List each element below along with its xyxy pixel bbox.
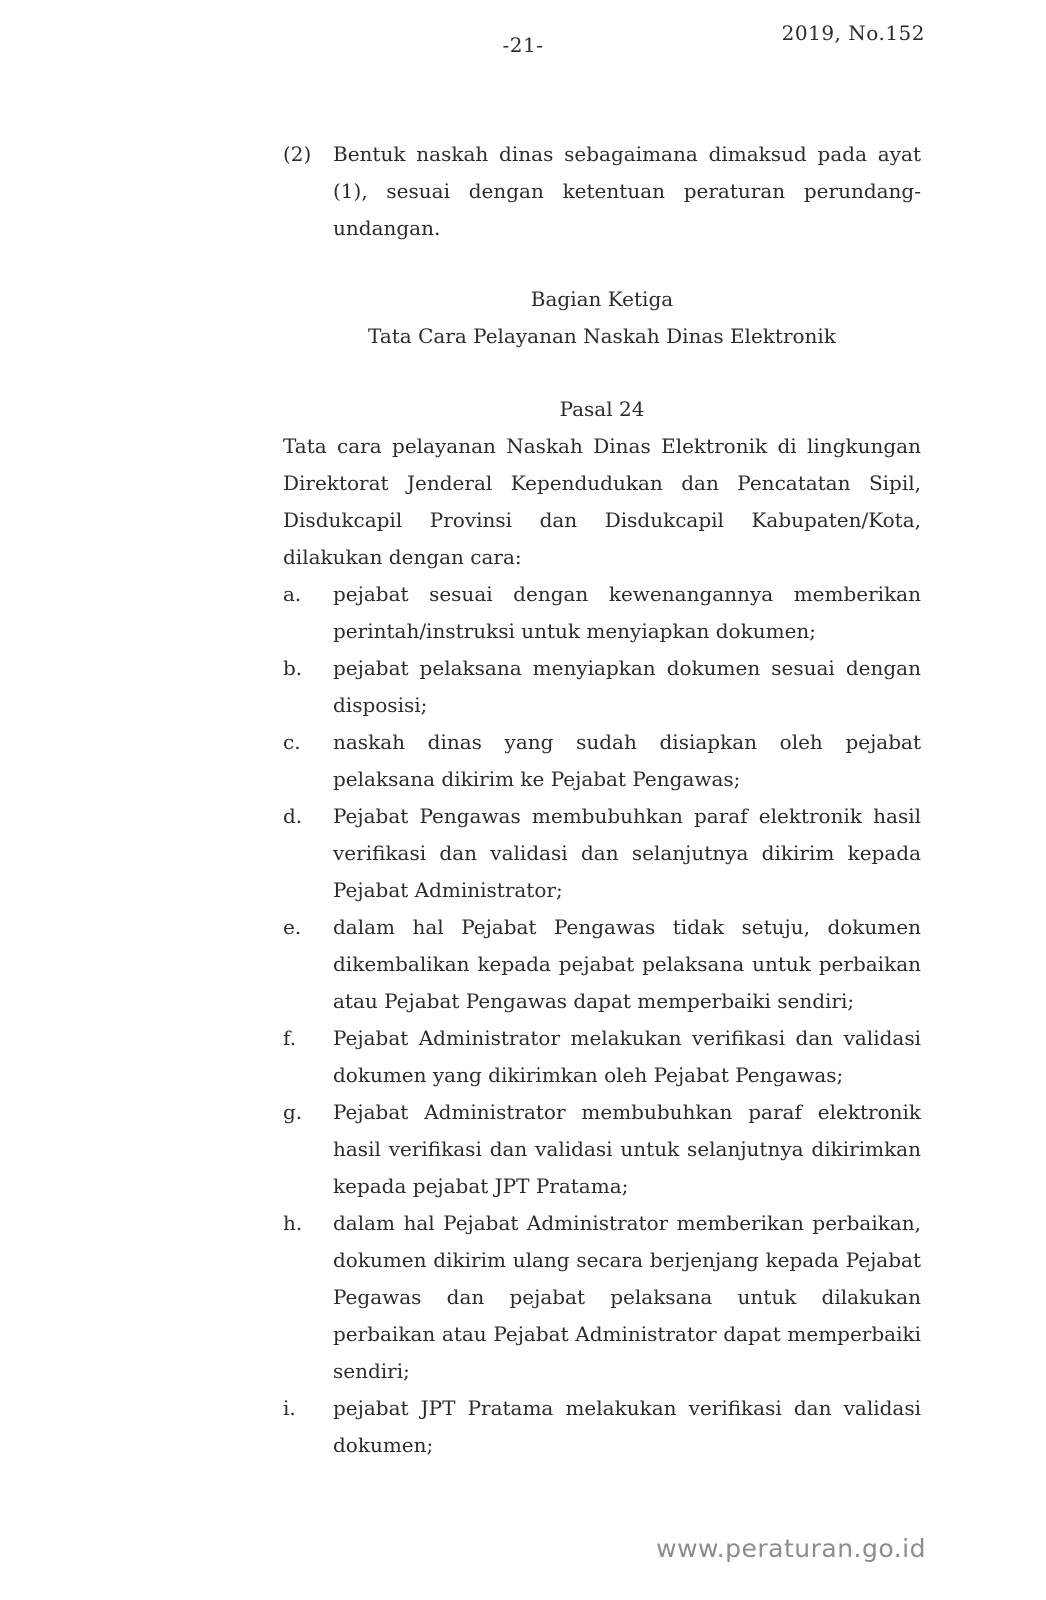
list-item	[283, 798, 921, 909]
list-item-label: e.	[283, 915, 302, 939]
list-item-label: h.	[283, 1211, 303, 1235]
list-item-text: Pejabat Administrator melakukan verifikasi dan validasi dokumen yang dikirimkan oleh Pejabat Pengawas;	[333, 1026, 921, 1087]
list-item-label: d.	[283, 804, 303, 828]
clause-number: (2)	[283, 142, 312, 166]
list-item-label: c.	[283, 730, 301, 754]
list-item	[283, 1205, 921, 1390]
procedure-list	[283, 576, 921, 1464]
list-item-label: f.	[283, 1026, 297, 1050]
list-item	[283, 576, 921, 650]
list-item-text: Pejabat Pengawas membubuhkan paraf elektronik hasil verifikasi dan validasi dan selanjutnya dikirim kepada Pejabat Administrator;	[333, 804, 921, 902]
page-number: -21-	[502, 33, 544, 57]
list-item-text: naskah dinas yang sudah disiapkan oleh pejabat pelaksana dikirim ke Pejabat Pengawas;	[333, 730, 921, 791]
clause-2	[283, 136, 921, 247]
list-item-text: pejabat pelaksana menyiapkan dokumen sesuai dengan disposisi;	[333, 656, 921, 717]
list-item	[283, 650, 921, 724]
list-item	[283, 909, 921, 1020]
gazette-number: 2019, No.152	[781, 21, 925, 45]
list-item-label: g.	[283, 1100, 303, 1124]
section-heading: Bagian Ketiga	[530, 287, 674, 311]
list-item	[283, 1094, 921, 1205]
list-item	[283, 1020, 921, 1094]
list-item	[283, 1390, 921, 1464]
document-body	[283, 136, 921, 1464]
list-item-text: Pejabat Administrator membubuhkan paraf elektronik hasil verifikasi dan validasi untuk selanjutnya dikirimkan kepada pejabat JPT Pratama;	[333, 1100, 921, 1198]
list-item-text: dalam hal Pejabat Pengawas tidak setuju, dokumen dikembalikan kepada pejabat pelaksana untuk perbaikan atau Pejabat Pengawas dapat memperbaiki sendiri;	[333, 915, 921, 1013]
list-item-label: i.	[283, 1396, 296, 1420]
clause-text: Bentuk naskah dinas sebagaimana dimaksud pada ayat (1), sesuai dengan ketentuan peraturan perundang-undangan.	[333, 142, 921, 240]
list-item-text: pejabat JPT Pratama melakukan verifikasi dan validasi dokumen;	[333, 1396, 921, 1457]
website-watermark: www.peraturan.go.id	[656, 1534, 926, 1563]
list-item	[283, 724, 921, 798]
article-heading: Pasal 24	[559, 397, 645, 421]
section-subheading: Tata Cara Pelayanan Naskah Dinas Elektronik	[368, 324, 836, 348]
list-item-label: a.	[283, 582, 302, 606]
list-item-text: pejabat sesuai dengan kewenangannya memberikan perintah/instruksi untuk menyiapkan dokumen;	[333, 582, 921, 643]
list-item-label: b.	[283, 656, 303, 680]
article-intro: Tata cara pelayanan Naskah Dinas Elektronik di lingkungan Direktorat Jenderal Kependudukan dan Pencatatan Sipil, Disdukcapil Provinsi dan Disdukcapil Kabupaten/Kota, dilakukan dengan cara:	[283, 434, 921, 569]
list-item-text: dalam hal Pejabat Administrator memberikan perbaikan, dokumen dikirim ulang secara berjenjang kepada Pejabat Pegawas dan pejabat pelaksana untuk dilakukan perbaikan atau Pejabat Administrator dapat memperbaiki sendiri;	[333, 1211, 921, 1383]
